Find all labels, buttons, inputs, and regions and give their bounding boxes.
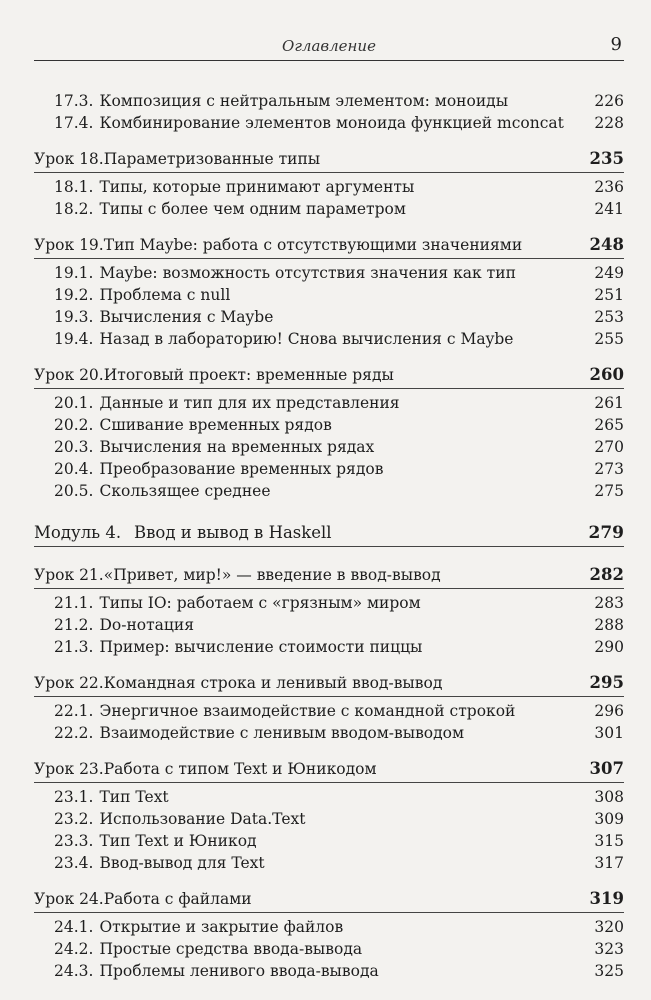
entry-title: Открытие и закрытие файлов [99,918,344,936]
entry-number: 17.3. [54,92,94,110]
entry-page-number: 296 [594,702,624,720]
heading-rule [34,696,624,697]
entry-page-number: 273 [594,460,624,478]
toc-section-entry[interactable] [34,436,624,458]
entry-title: Типы с более чем одним параметром [99,200,406,218]
entry-title: Командная строка и ленивый ввод-вывод [103,674,443,692]
dot-leader [273,852,583,874]
toc-section-entry[interactable] [34,700,624,722]
dot-leader [472,722,582,744]
entry-number: 19.2. [54,286,94,304]
entry-page-number: 309 [594,810,624,828]
entry-number: 24.3. [54,962,94,980]
dot-leader [523,700,582,722]
entry-number: 19.3. [54,308,94,326]
entry-page-number: 248 [589,235,624,254]
entry-page-number: 253 [594,308,624,326]
entry-page-number: 255 [594,330,624,348]
entry-title: Проблема с null [99,286,231,304]
dot-leader [524,262,583,284]
dot-leader [414,198,583,220]
dot-leader [238,284,582,306]
entry-page-number: 265 [594,416,624,434]
dot-leader [429,592,583,614]
toc-section-entry[interactable] [34,392,624,414]
dot-leader [370,938,582,960]
toc-section-entry[interactable] [34,592,624,614]
entry-number: 24.2. [54,940,94,958]
dot-leader [177,786,583,808]
entry-title: Пример: вычисление стоимости пиццы [99,638,423,656]
entry-number: 23.2. [54,810,94,828]
entry-number: 20.4. [54,460,94,478]
dot-leader [516,90,582,112]
toc-section-entry[interactable] [34,284,624,306]
entry-number: 22.1. [54,702,94,720]
toc-lesson-entry[interactable] [34,234,624,256]
entry-page-number: 295 [589,673,624,692]
entry-page-number: 301 [594,724,624,742]
entry-title: Типы, которые принимают аргументы [99,178,415,196]
dot-leader [351,916,582,938]
entry-page-number: 290 [594,638,624,656]
toc-section-entry[interactable] [34,916,624,938]
entry-title: Назад в лабораторию! Снова вычисления с Maybe [99,330,514,348]
entry-page-number: 261 [594,394,624,412]
entry-title: Композиция с нейтральным элементом: моноиды [99,92,509,110]
entry-number: 18.2. [54,200,94,218]
entry-number: 20.2. [54,416,94,434]
entry-title: Maybe: возможность отсутствия значения как тип [99,264,516,282]
dot-leader [382,436,582,458]
heading-rule [34,546,624,547]
entry-page-number: 251 [594,286,624,304]
entry-number: 20.3. [54,438,94,456]
entry-page-number: 307 [589,759,624,778]
page-header [34,30,624,61]
entry-number: 24.1. [54,918,94,936]
dot-leader [202,614,582,636]
page-number: 9 [610,34,622,55]
entry-title: Сшивание временных рядов [99,416,332,434]
toc-lesson-entry[interactable] [34,888,624,910]
dot-leader [340,414,583,436]
dot-leader [391,458,582,480]
entry-page-number: 320 [594,918,624,936]
toc-section-entry[interactable] [34,614,624,636]
entry-number: Урок 22. [34,674,104,692]
entry-title: Работа с типом Text и Юникодом [103,760,377,778]
entry-number: 18.1. [54,178,94,196]
toc-section-entry[interactable] [34,852,624,874]
entry-title: Комбинирование элементов моноида функцией mconcat [99,114,564,132]
entry-number: 17.4. [54,114,94,132]
entry-page-number: 308 [594,788,624,806]
entry-number: 21.2. [54,616,94,634]
entry-number: 20.5. [54,482,94,500]
entry-title: Тип Text [99,788,169,806]
entry-number: Урок 23. [34,760,104,778]
toc-section-entry[interactable] [34,636,624,658]
toc-lesson-entry[interactable] [34,758,624,780]
entry-number: 23.4. [54,854,94,872]
entry-title: Итоговый проект: временные ряды [103,366,394,384]
toc-section-entry[interactable] [34,90,624,112]
entry-page-number: 275 [594,482,624,500]
entry-title: Преобразование временных рядов [99,460,384,478]
dot-leader [408,392,583,414]
entry-page-number: 260 [589,365,624,384]
toc-lesson-entry[interactable] [34,564,624,586]
entry-title: «Привет, мир!» — введение в ввод-вывод [103,566,441,584]
running-title: Оглавление [282,37,376,55]
dot-leader [430,636,582,658]
toc-section-entry[interactable] [34,786,624,808]
entry-number: Урок 20. [34,366,104,384]
entry-number: Урок 21. [34,566,104,584]
dot-leader [265,830,583,852]
entry-page-number: 236 [594,178,624,196]
entry-title: Данные и тип для их представления [99,394,400,412]
dot-leader [572,112,583,134]
dot-leader [521,328,582,350]
entry-number: 19.1. [54,264,94,282]
entry-page-number: 315 [594,832,624,850]
toc-module-entry[interactable] [34,522,624,544]
toc-section-entry[interactable] [34,414,624,436]
entry-page-number: 235 [589,149,624,168]
entry-title: Работа с файлами [103,890,252,908]
dot-leader [279,480,583,502]
heading-rule [34,258,624,259]
entry-page-number: 325 [594,962,624,980]
entry-number: 22.2. [54,724,94,742]
toc-section-entry[interactable] [34,830,624,852]
toc-lesson-entry[interactable] [34,672,624,694]
entry-title: Тип Text и Юникод [99,832,257,850]
toc-section-entry[interactable] [34,808,624,830]
entry-title: Скользящее среднее [99,482,271,500]
entry-number: 21.3. [54,638,94,656]
entry-title: Do-нотация [99,616,195,634]
entry-number: 21.1. [54,594,94,612]
toc-section-entry[interactable] [34,112,624,134]
toc-lesson-entry[interactable] [34,148,624,170]
entry-title: Взаимодействие с ленивым вводом-выводом [99,724,465,742]
entry-page-number: 241 [594,200,624,218]
entry-page-number: 226 [594,92,624,110]
entry-number: 20.1. [54,394,94,412]
entry-number: 19.4. [54,330,94,348]
table-of-contents [34,90,624,982]
entry-title: Вычисления на временных рядах [99,438,375,456]
entry-number: Модуль 4. [34,523,122,542]
toc-section-entry[interactable] [34,938,624,960]
entry-page-number: 288 [594,616,624,634]
entry-page-number: 249 [594,264,624,282]
heading-rule [34,172,624,173]
entry-title: Тип Maybe: работа с отсутствующими значениями [103,236,523,254]
entry-page-number: 317 [594,854,624,872]
entry-title: Вычисления с Maybe [99,308,274,326]
toc-section-entry[interactable] [34,960,624,982]
entry-title: Энергичное взаимодействие с командной строкой [99,702,516,720]
entry-title: Параметризованные типы [103,150,321,168]
entry-number: Урок 18. [34,150,104,168]
entry-page-number: 282 [589,565,624,584]
entry-title: Использование Data.Text [99,810,306,828]
toc-section-entry[interactable] [34,328,624,350]
heading-rule [34,588,624,589]
entry-number: Урок 19. [34,236,104,254]
entry-page-number: 270 [594,438,624,456]
dot-leader [422,176,582,198]
entry-title: Типы IO: работаем с «грязным» миром [99,594,421,612]
heading-rule [34,782,624,783]
entry-number: 23.1. [54,788,94,806]
heading-rule [34,388,624,389]
entry-page-number: 228 [594,114,624,132]
entry-number: Урок 24. [34,890,104,908]
entry-page-number: 319 [589,889,624,908]
entry-title: Ввод-вывод для Text [99,854,265,872]
toc-lesson-entry[interactable] [34,364,624,386]
toc-section-entry[interactable] [34,306,624,328]
entry-number: 23.3. [54,832,94,850]
toc-section-entry[interactable] [34,262,624,284]
entry-page-number: 279 [588,523,624,543]
heading-rule [34,912,624,913]
entry-page-number: 283 [594,594,624,612]
entry-title: Ввод и вывод в Haskell [134,523,332,542]
toc-section-entry[interactable] [34,198,624,220]
entry-page-number: 323 [594,940,624,958]
entry-title: Простые средства ввода-вывода [99,940,363,958]
toc-section-entry[interactable] [34,176,624,198]
dot-leader [281,306,582,328]
dot-leader [313,808,582,830]
toc-section-entry[interactable] [34,722,624,744]
dot-leader [387,960,583,982]
entry-title: Проблемы ленивого ввода-вывода [99,962,379,980]
toc-section-entry[interactable] [34,458,624,480]
toc-section-entry[interactable] [34,480,624,502]
